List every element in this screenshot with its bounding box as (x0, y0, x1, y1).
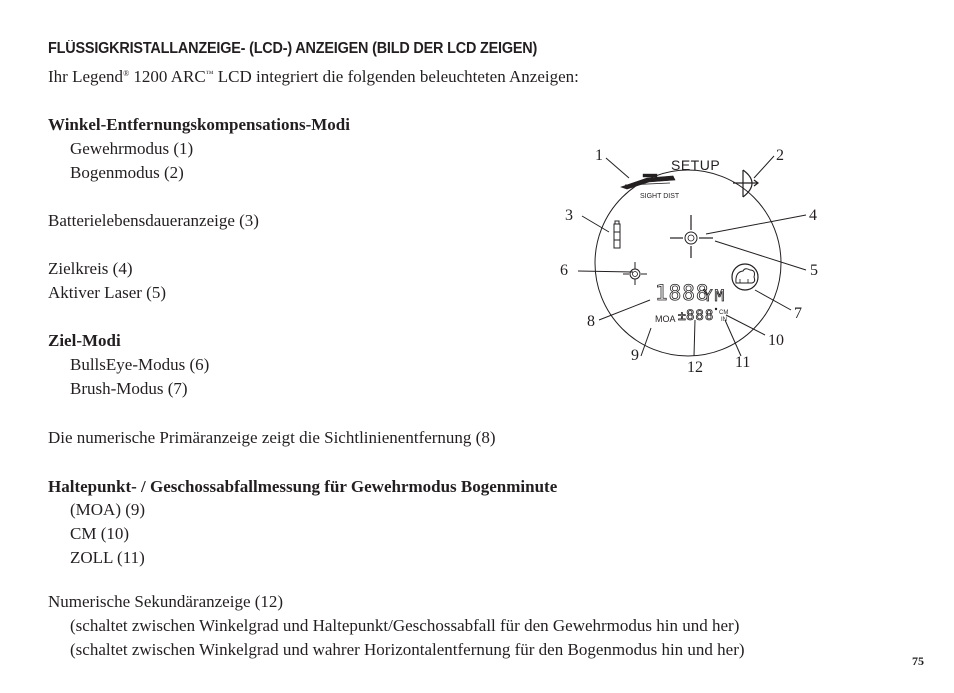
primary-numeric-display: 1888 (655, 281, 710, 305)
bullseye-mode-icon (623, 262, 647, 285)
distance-units: YM (703, 286, 727, 305)
bow-mode-item: Bogenmodus (2) (70, 163, 184, 182)
sightdist-label: SIGHT DIST (640, 193, 680, 200)
plus-minus-sign: ± (678, 309, 686, 324)
angle-modes-heading: Winkel-Entfernungskompensations-Modi (48, 115, 350, 134)
setup-indicator: SETUP (671, 157, 721, 173)
page-number: 75 (912, 654, 924, 668)
target-circle-item: Zielkreis (4) (48, 259, 133, 278)
callout-11: 11 (735, 354, 751, 371)
leader-lines (578, 156, 806, 356)
holdover-heading: Haltepunkt- / Geschossabfallmessung für Gewehrmodus Bogenminute (48, 477, 558, 496)
target-circle-crosshair (670, 215, 713, 258)
degree-symbol (715, 308, 717, 310)
brush-mode-icon (732, 264, 758, 290)
cm-indicator: CM (719, 310, 729, 316)
target-modes-heading: Ziel-Modi (48, 331, 121, 350)
bullseye-mode-item: BullsEye-Modus (6) (70, 355, 210, 374)
callout-1: 1 (595, 147, 603, 164)
bow-icon (733, 170, 758, 197)
toggle-rifle-note: (schaltet zwischen Winkelgrad und Haltepunkt/Geschossabfall für den Gewehrmodus hin und her) (70, 616, 740, 635)
secondary-numeric-display: 888 (686, 308, 715, 324)
battery-item: Batterielebensdaueranzeige (3) (48, 211, 259, 230)
callout-2: 2 (776, 147, 784, 164)
page-heading: FLÜSSIGKRISTALLANZEIGE- (LCD-) ANZEIGEN (BILD DER LCD ZEIGEN) (48, 40, 538, 57)
brush-mode-item: Brush-Modus (7) (70, 379, 188, 398)
lcd-diagram (555, 140, 825, 380)
cm-item: CM (10) (70, 524, 130, 543)
primary-display-item: Die numerische Primäranzeige zeigt die Sichtlinienentfernung (8) (48, 428, 496, 447)
callout-3: 3 (565, 207, 573, 224)
secondary-display-item: Numerische Sekundäranzeige (12) (48, 592, 284, 611)
callout-7: 7 (794, 305, 802, 322)
toggle-bow-note: (schaltet zwischen Winkelgrad und wahrer Horizontalentfernung für den Bogenmodus hin und her) (70, 640, 745, 659)
zoll-item: ZOLL (11) (70, 548, 145, 567)
callout-4: 4 (809, 207, 817, 224)
active-laser-item: Aktiver Laser (5) (48, 283, 167, 302)
rifle-icon (621, 174, 675, 189)
callout-5: 5 (810, 262, 818, 279)
lcd-outline (595, 170, 781, 356)
battery-icon (614, 221, 620, 248)
callout-9: 9 (631, 347, 639, 364)
callout-6: 6 (560, 262, 568, 279)
callout-10: 10 (768, 332, 784, 349)
intro-line: Ihr Legend® 1200 ARC™ LCD integriert die folgenden beleuchteten Anzeigen: (48, 67, 579, 86)
moa-indicator: MOA (655, 314, 676, 324)
rifle-mode-item: Gewehrmodus (1) (70, 139, 194, 158)
inch-indicator: IN (721, 317, 727, 323)
callout-12: 12 (687, 359, 703, 376)
callout-8: 8 (587, 313, 595, 330)
moa-item: (MOA) (9) (70, 500, 146, 519)
